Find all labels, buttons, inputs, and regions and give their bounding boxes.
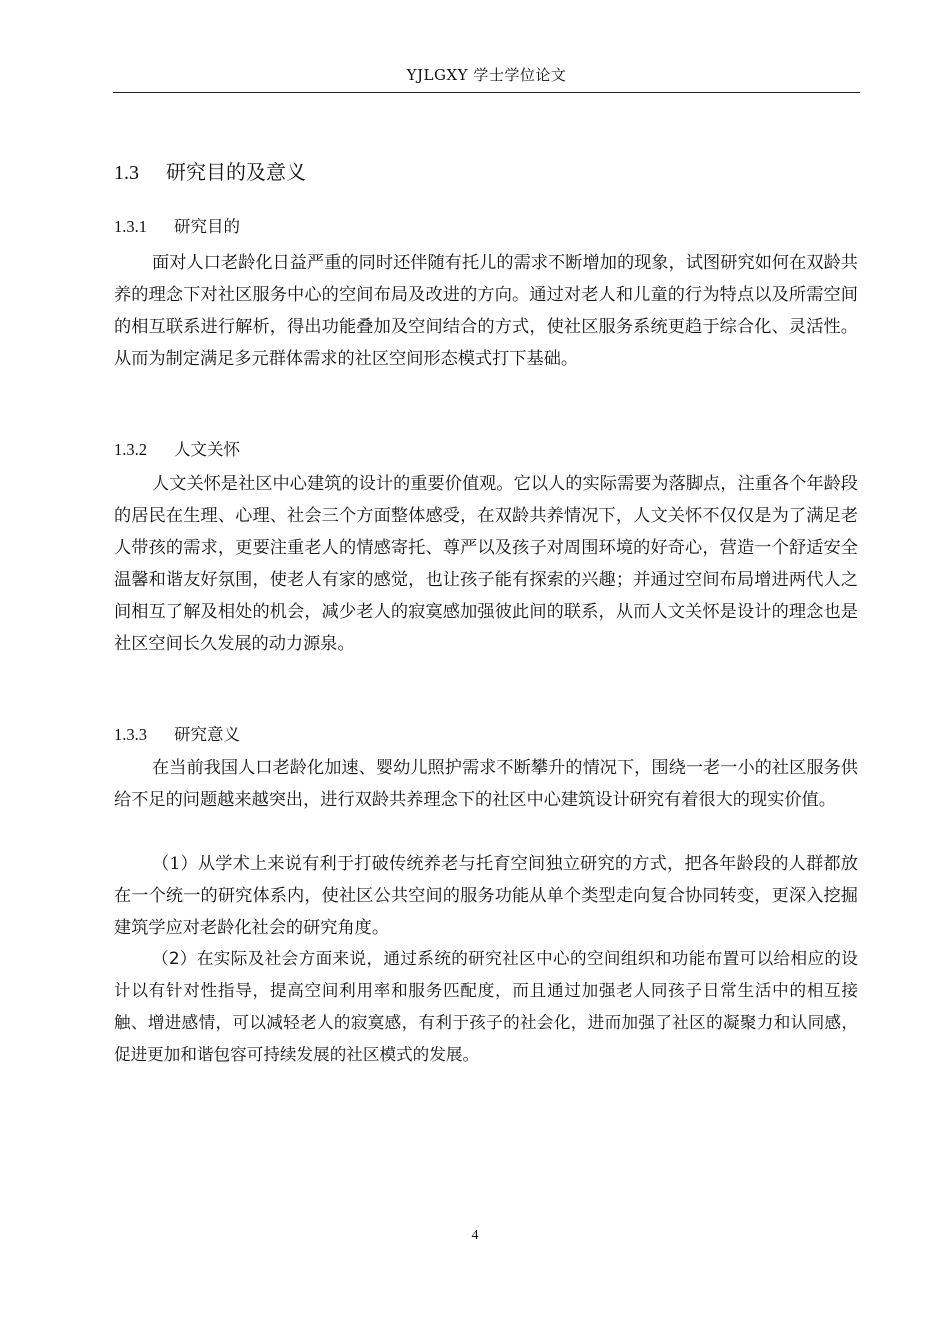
header-divider xyxy=(113,92,860,93)
section-title: 研究目的及意义 xyxy=(166,160,306,184)
subsection-title: 人文关怀 xyxy=(174,440,240,459)
subsection-heading-humanistic-care xyxy=(114,436,240,460)
subsection-heading-research-significance xyxy=(114,721,240,745)
paragraph-humanistic-care: 人文关怀是社区中心建筑的设计的重要价值观。它以人的实际需要为落脚点，注重各个年龄段的居民在生理、心理、社会三个方面整体感受，在双龄共养情况下，人文关怀不仅仅是为了满足老人带孩的需求，更要注重老人的情感寄托、尊严以及孩子对周围环境的好奇心，营造一个舒适安全温馨和谐友好氛围，使老人有家的感觉，也让孩子能有探索的兴趣；并通过空间布局增进两代人之间相互了解及相处的机会，减少老人的寂寞感加强彼此间的联系，从而人文关怀是设计的理念也是社区空间长久发展的动力源泉。 xyxy=(114,474,858,654)
paragraph-research-purpose: 面对人口老龄化日益严重的同时还伴随有托儿的需求不断增加的现象，试图研究如何在双龄共养的理念下对社区服务中心的空间布局及改进的方向。通过对老人和儿童的行为特点以及所需空间的相互联系进行解析，得出功能叠加及空间结合的方式，使社区服务系统更趋于综合化、灵活性。从而为制定满足多元群体需求的社区空间形态模式打下基础。 xyxy=(114,253,858,369)
subsection-title: 研究意义 xyxy=(174,725,240,744)
subsection-number: 1.3.1 xyxy=(114,217,147,236)
paragraph-significance-intro: 在当前我国人口老龄化加速、婴幼儿照护需求不断攀升的情况下，围绕一老一小的社区服务供给不足的问题越来越突出，进行双龄共养理念下的社区中心建筑设计研究有着很大的现实价值。 xyxy=(114,758,858,810)
subsection-title: 研究目的 xyxy=(174,217,240,236)
paragraph-significance-practical: （2）在实际及社会方面来说，通过系统的研究社区中心的空间组织和功能布置可以给相应的设计以有针对性指导，提高空间利用率和服务匹配度，而且通过加强老人同孩子日常生活中的相互接触、增进感情，可以减轻老人的寂寞感，有利于孩子的社会化，进而加强了社区的凝聚力和认同感，促进更加和谐包容可持续发展的社区模式的发展。 xyxy=(114,949,858,1064)
subsection-number: 1.3.3 xyxy=(114,725,147,744)
subsection-number: 1.3.2 xyxy=(114,440,147,459)
section-heading xyxy=(114,156,306,185)
section-number: 1.3 xyxy=(114,162,139,184)
subsection-heading-research-purpose xyxy=(114,213,240,237)
page-number: 4 xyxy=(471,1228,479,1243)
paragraph-significance-academic: （1）从学术上来说有利于打破传统养老与托育空间独立研究的方式，把各年龄段的人群都放在一个统一的研究体系内，使社区公共空间的服务功能从单个类型走向复合协同转变，更深入挖掘建筑学应对老龄化社会的研究角度。 xyxy=(114,854,858,938)
running-header: YJLGXY 学士学位论文 xyxy=(406,66,567,84)
